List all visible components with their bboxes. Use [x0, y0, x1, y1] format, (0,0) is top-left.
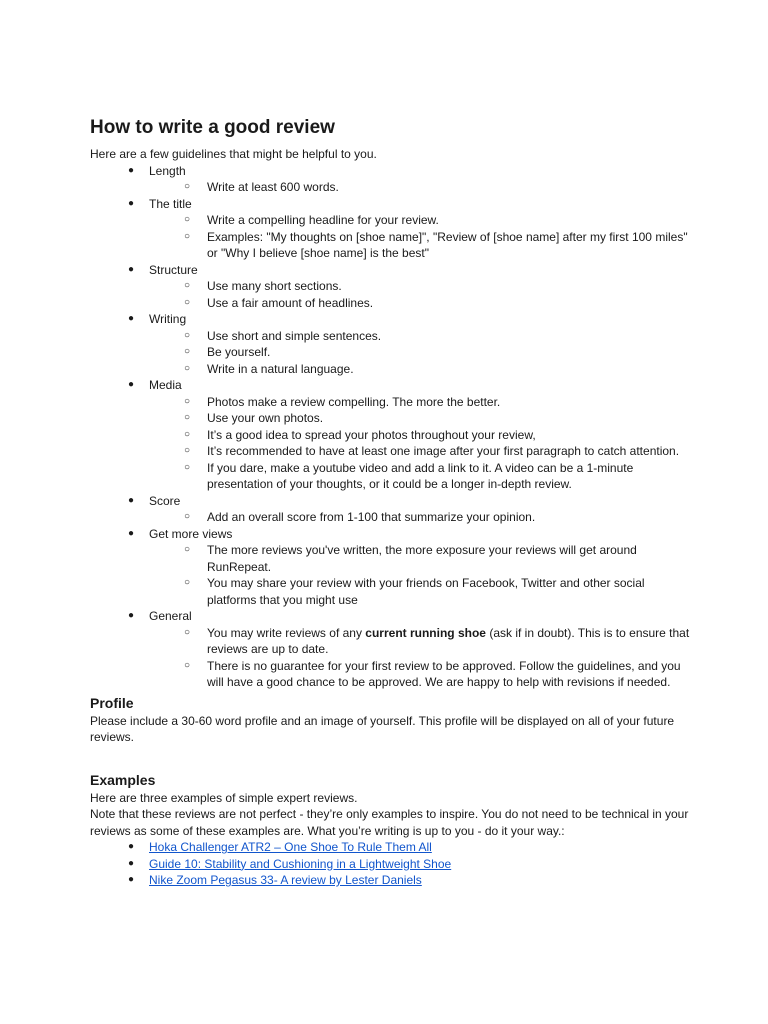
bullet-icon: ● — [128, 857, 135, 869]
example-link-item — [90, 872, 690, 889]
guideline-item — [149, 443, 690, 460]
bullet-icon: ● — [128, 263, 135, 275]
guideline-item-text: Use a fair amount of headlines. — [207, 295, 374, 310]
guideline-item-text: Write in a natural language. — [207, 361, 354, 376]
guideline-label: Get more views — [149, 526, 233, 541]
guideline-sublist — [149, 542, 690, 608]
guideline-item-text: If you dare, make a youtube video and add a link to it. A video can be a 1-minute presentation of your thoughts, or it could be a longer in-depth review. — [207, 460, 634, 491]
bullet-icon: ● — [128, 494, 135, 506]
example-review-link[interactable]: Hoka Challenger ATR2 – One Shoe To Rule Them All — [149, 840, 432, 854]
guideline-label: The title — [149, 196, 192, 211]
guideline-section — [90, 526, 690, 609]
guideline-section — [90, 196, 690, 262]
guideline-item — [149, 361, 690, 378]
guideline-item-text: Write at least 600 words. — [207, 180, 339, 194]
guideline-label: Score — [149, 493, 181, 508]
profile-text: Please include a 30-60 word profile and an image of yourself. This profile will be displayed on all of your future reviews. — [90, 713, 675, 744]
examples-intro: Here are three examples of simple expert reviews. — [90, 790, 358, 805]
guideline-item-text: Use your own photos. — [207, 411, 324, 425]
guideline-item — [149, 460, 690, 493]
examples-heading: Examples — [90, 771, 156, 788]
guideline-label: Writing — [149, 312, 187, 326]
bullet-icon: ● — [128, 379, 135, 390]
guideline-section — [90, 163, 690, 196]
guideline-section — [90, 493, 690, 526]
hollow-bullet-icon: ○ — [184, 362, 191, 374]
guideline-item — [149, 427, 690, 444]
bullet-icon: ● — [128, 527, 135, 539]
examples-note: Note that these reviews are not perfect - they’re only examples to inspire. You do not need to be technical in your reviews as some of these examples are. What you’re writing is up to you - do it your way.: — [90, 807, 689, 838]
guideline-section — [90, 608, 690, 691]
guideline-item-text: It’s a good idea to spread your photos throughout your review, — [207, 427, 536, 442]
guideline-item — [149, 229, 690, 262]
guideline-item-text: Use many short sections. — [207, 279, 342, 293]
hollow-bullet-icon: ○ — [184, 461, 191, 473]
hollow-bullet-icon: ○ — [184, 181, 191, 192]
guideline-sublist — [149, 278, 690, 311]
guideline-item-text: (ask if in doubt). This is to ensure that reviews are up to date. — [207, 625, 690, 656]
hollow-bullet-icon: ○ — [184, 428, 191, 440]
page-title: How to write a good review — [90, 117, 335, 138]
guideline-item — [149, 394, 690, 411]
guideline-label: Structure — [149, 262, 198, 277]
guideline-item-text: You may share your review with your friends on Facebook, Twitter and other social platforms that you might use — [207, 576, 645, 607]
hollow-bullet-icon: ○ — [184, 511, 191, 522]
guideline-item-text: You may write reviews of any — [207, 625, 366, 640]
hollow-bullet-icon: ○ — [184, 296, 191, 308]
guideline-item-emphasis: current running shoe — [365, 625, 486, 640]
bullet-icon: ● — [128, 164, 135, 176]
guidelines-list — [90, 163, 690, 691]
guideline-item — [149, 575, 690, 608]
bullet-icon: ● — [128, 313, 135, 324]
guideline-sublist — [149, 212, 690, 262]
guideline-section — [90, 262, 690, 312]
guideline-sublist — [149, 509, 690, 526]
example-links-list — [90, 839, 690, 889]
guideline-item-text: Write a compelling headline for your review. — [207, 213, 439, 227]
guideline-sublist — [149, 179, 690, 196]
guideline-label: Media — [149, 378, 182, 392]
hollow-bullet-icon: ○ — [184, 445, 191, 456]
guideline-item — [149, 212, 690, 229]
hollow-bullet-icon: ○ — [184, 395, 191, 407]
guideline-item-text: The more reviews you've written, the more exposure your reviews will get around RunRepeat. — [207, 543, 637, 574]
example-review-link[interactable]: Guide 10: Stability and Cushioning in a Lightweight Shoe — [149, 856, 452, 871]
hollow-bullet-icon: ○ — [184, 329, 191, 341]
guideline-section — [90, 311, 690, 377]
document-body — [90, 116, 690, 889]
guideline-label: Length — [149, 163, 186, 178]
guideline-item-text: Use short and simple sentences. — [207, 328, 382, 343]
guideline-section — [90, 377, 690, 493]
guideline-item-text: It’s recommended to have at least one image after your first paragraph to catch attention. — [207, 444, 680, 458]
hollow-bullet-icon: ○ — [184, 346, 191, 357]
guideline-label: General — [149, 609, 192, 623]
hollow-bullet-icon: ○ — [184, 544, 191, 555]
bullet-icon: ● — [128, 841, 135, 852]
guideline-item — [149, 410, 690, 427]
guideline-item-text: Examples: "My thoughts on [shoe name]", "Review of [shoe name] after my first 100 miles" or "Why I believe [shoe name] is the best" — [207, 229, 688, 260]
hollow-bullet-icon: ○ — [184, 230, 191, 242]
guideline-item — [149, 328, 690, 345]
hollow-bullet-icon: ○ — [184, 214, 191, 225]
bullet-icon: ● — [128, 610, 135, 621]
intro-text: Here are a few guidelines that might be helpful to you. — [90, 147, 377, 161]
guideline-item-text: Photos make a review compelling. The more the better. — [207, 394, 501, 409]
guideline-item — [149, 295, 690, 312]
guideline-sublist — [149, 328, 690, 378]
hollow-bullet-icon: ○ — [184, 626, 191, 638]
guideline-item — [149, 625, 690, 658]
hollow-bullet-icon: ○ — [184, 280, 191, 291]
example-link-item — [90, 839, 690, 856]
example-link-item — [90, 856, 690, 873]
guideline-item — [149, 658, 690, 691]
guideline-item — [149, 179, 690, 196]
guideline-item-text: There is no guarantee for your first review to be approved. Follow the guidelines, and you will have a good chance to be approved. We are happy to help with revisions if needed. — [207, 658, 681, 689]
hollow-bullet-icon: ○ — [184, 577, 191, 588]
guideline-item-text: Be yourself. — [207, 345, 271, 359]
example-review-link[interactable]: Nike Zoom Pegasus 33- A review by Lester Daniels — [149, 873, 422, 887]
guideline-item — [149, 278, 690, 295]
bullet-icon: ● — [128, 874, 135, 885]
bullet-icon: ● — [128, 197, 135, 209]
guideline-sublist — [149, 625, 690, 691]
guideline-item — [149, 344, 690, 361]
hollow-bullet-icon: ○ — [184, 412, 191, 423]
guideline-item — [149, 542, 690, 575]
guideline-item-text: Add an overall score from 1-100 that summarize your opinion. — [207, 510, 536, 524]
hollow-bullet-icon: ○ — [184, 659, 191, 671]
profile-heading: Profile — [90, 694, 134, 711]
guideline-sublist — [149, 394, 690, 493]
guideline-item — [149, 509, 690, 526]
